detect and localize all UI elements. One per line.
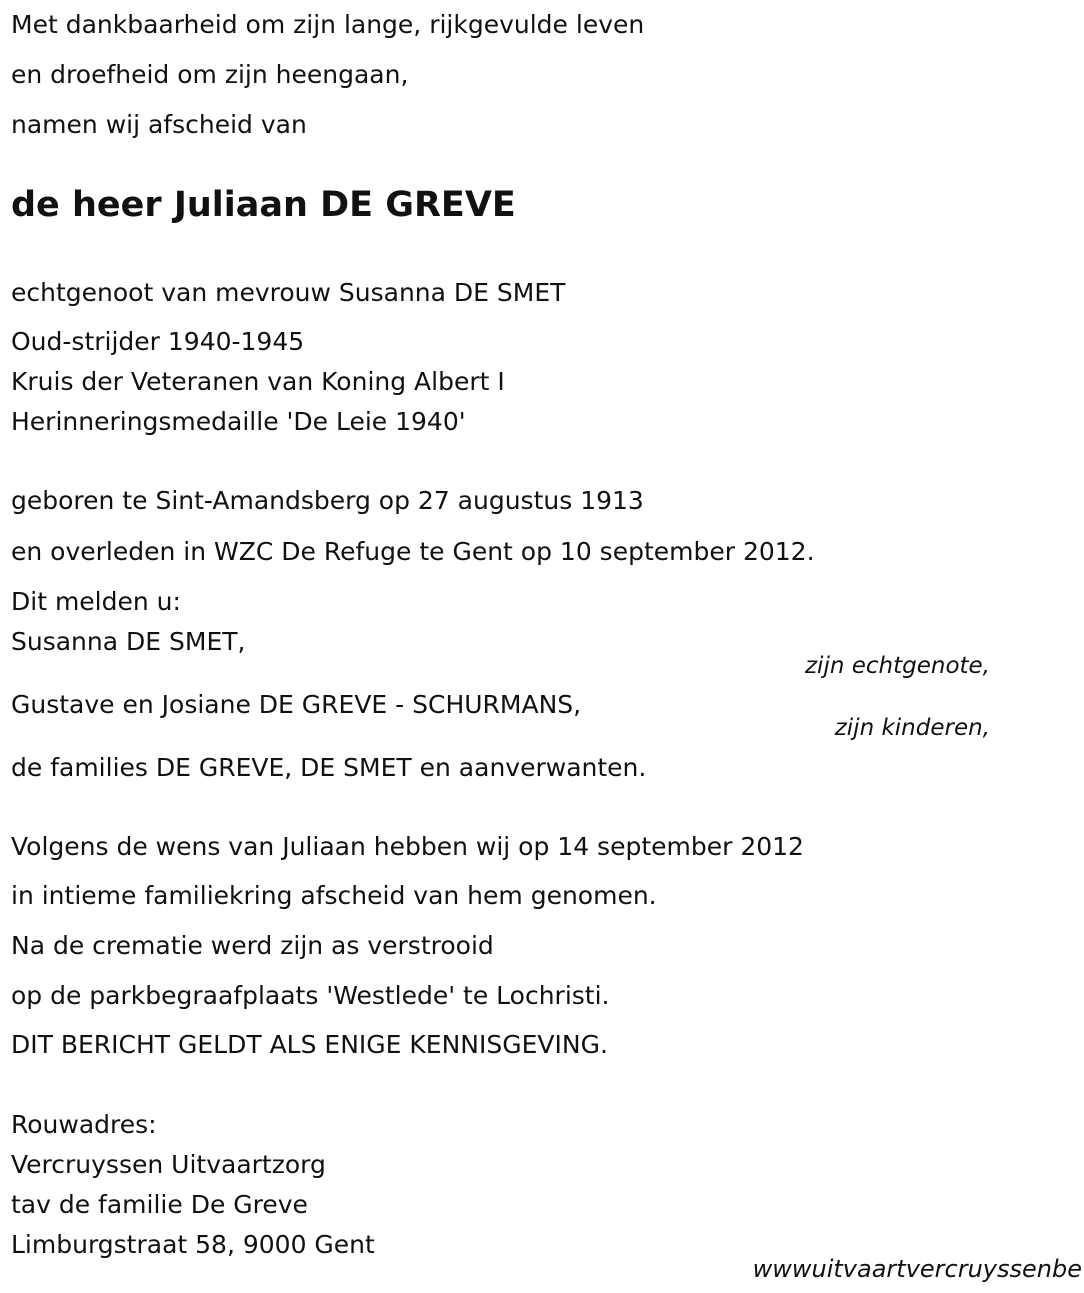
website-url: wwwuitvaartvercruyssenbe <box>752 1255 1082 1283</box>
intro-line: Met dankbaarheid om zijn lange, rijkgevulde leven <box>11 10 645 39</box>
notice-statement: DIT BERICHT GELDT ALS ENIGE KENNISGEVING. <box>11 1030 608 1059</box>
address-line: Vercruyssen Uitvaartzorg <box>11 1150 326 1179</box>
children-names: Gustave en Josiane DE GREVE - SCHURMANS, <box>11 690 582 719</box>
detail-line: Kruis der Veteranen van Koning Albert I <box>11 367 505 396</box>
announcers-heading: Dit melden u: <box>11 587 181 616</box>
address-line: tav de familie De Greve <box>11 1190 308 1219</box>
address-line: Limburgstraat 58, 9000 Gent <box>11 1230 375 1259</box>
spouse-name: Susanna DE SMET, <box>11 627 246 656</box>
children-relation: zijn kinderen, <box>834 715 990 741</box>
detail-line: Herinneringsmedaille 'De Leie 1940' <box>11 407 466 436</box>
death-line: en overleden in WZC De Refuge te Gent op 10 september 2012. <box>11 537 815 566</box>
families-line: de families DE GREVE, DE SMET en aanverwanten. <box>11 753 647 782</box>
farewell-line: Volgens de wens van Juliaan hebben wij op 14 september 2012 <box>11 832 804 861</box>
farewell-line: op de parkbegraafplaats 'Westlede' te Lochristi. <box>11 981 610 1010</box>
farewell-line: Na de crematie werd zijn as verstrooid <box>11 931 494 960</box>
address-heading: Rouwadres: <box>11 1110 157 1139</box>
spouse-relation: zijn echtgenote, <box>804 653 990 679</box>
intro-line: en droefheid om zijn heengaan, <box>11 60 409 89</box>
birth-line: geboren te Sint-Amandsberg op 27 augustus 1913 <box>11 486 644 515</box>
detail-line: echtgenoot van mevrouw Susanna DE SMET <box>11 278 566 307</box>
detail-line: Oud-strijder 1940-1945 <box>11 327 305 356</box>
farewell-line: in intieme familiekring afscheid van hem genomen. <box>11 881 657 910</box>
deceased-name: de heer Juliaan DE GREVE <box>11 185 516 225</box>
intro-line: namen wij afscheid van <box>11 110 307 139</box>
